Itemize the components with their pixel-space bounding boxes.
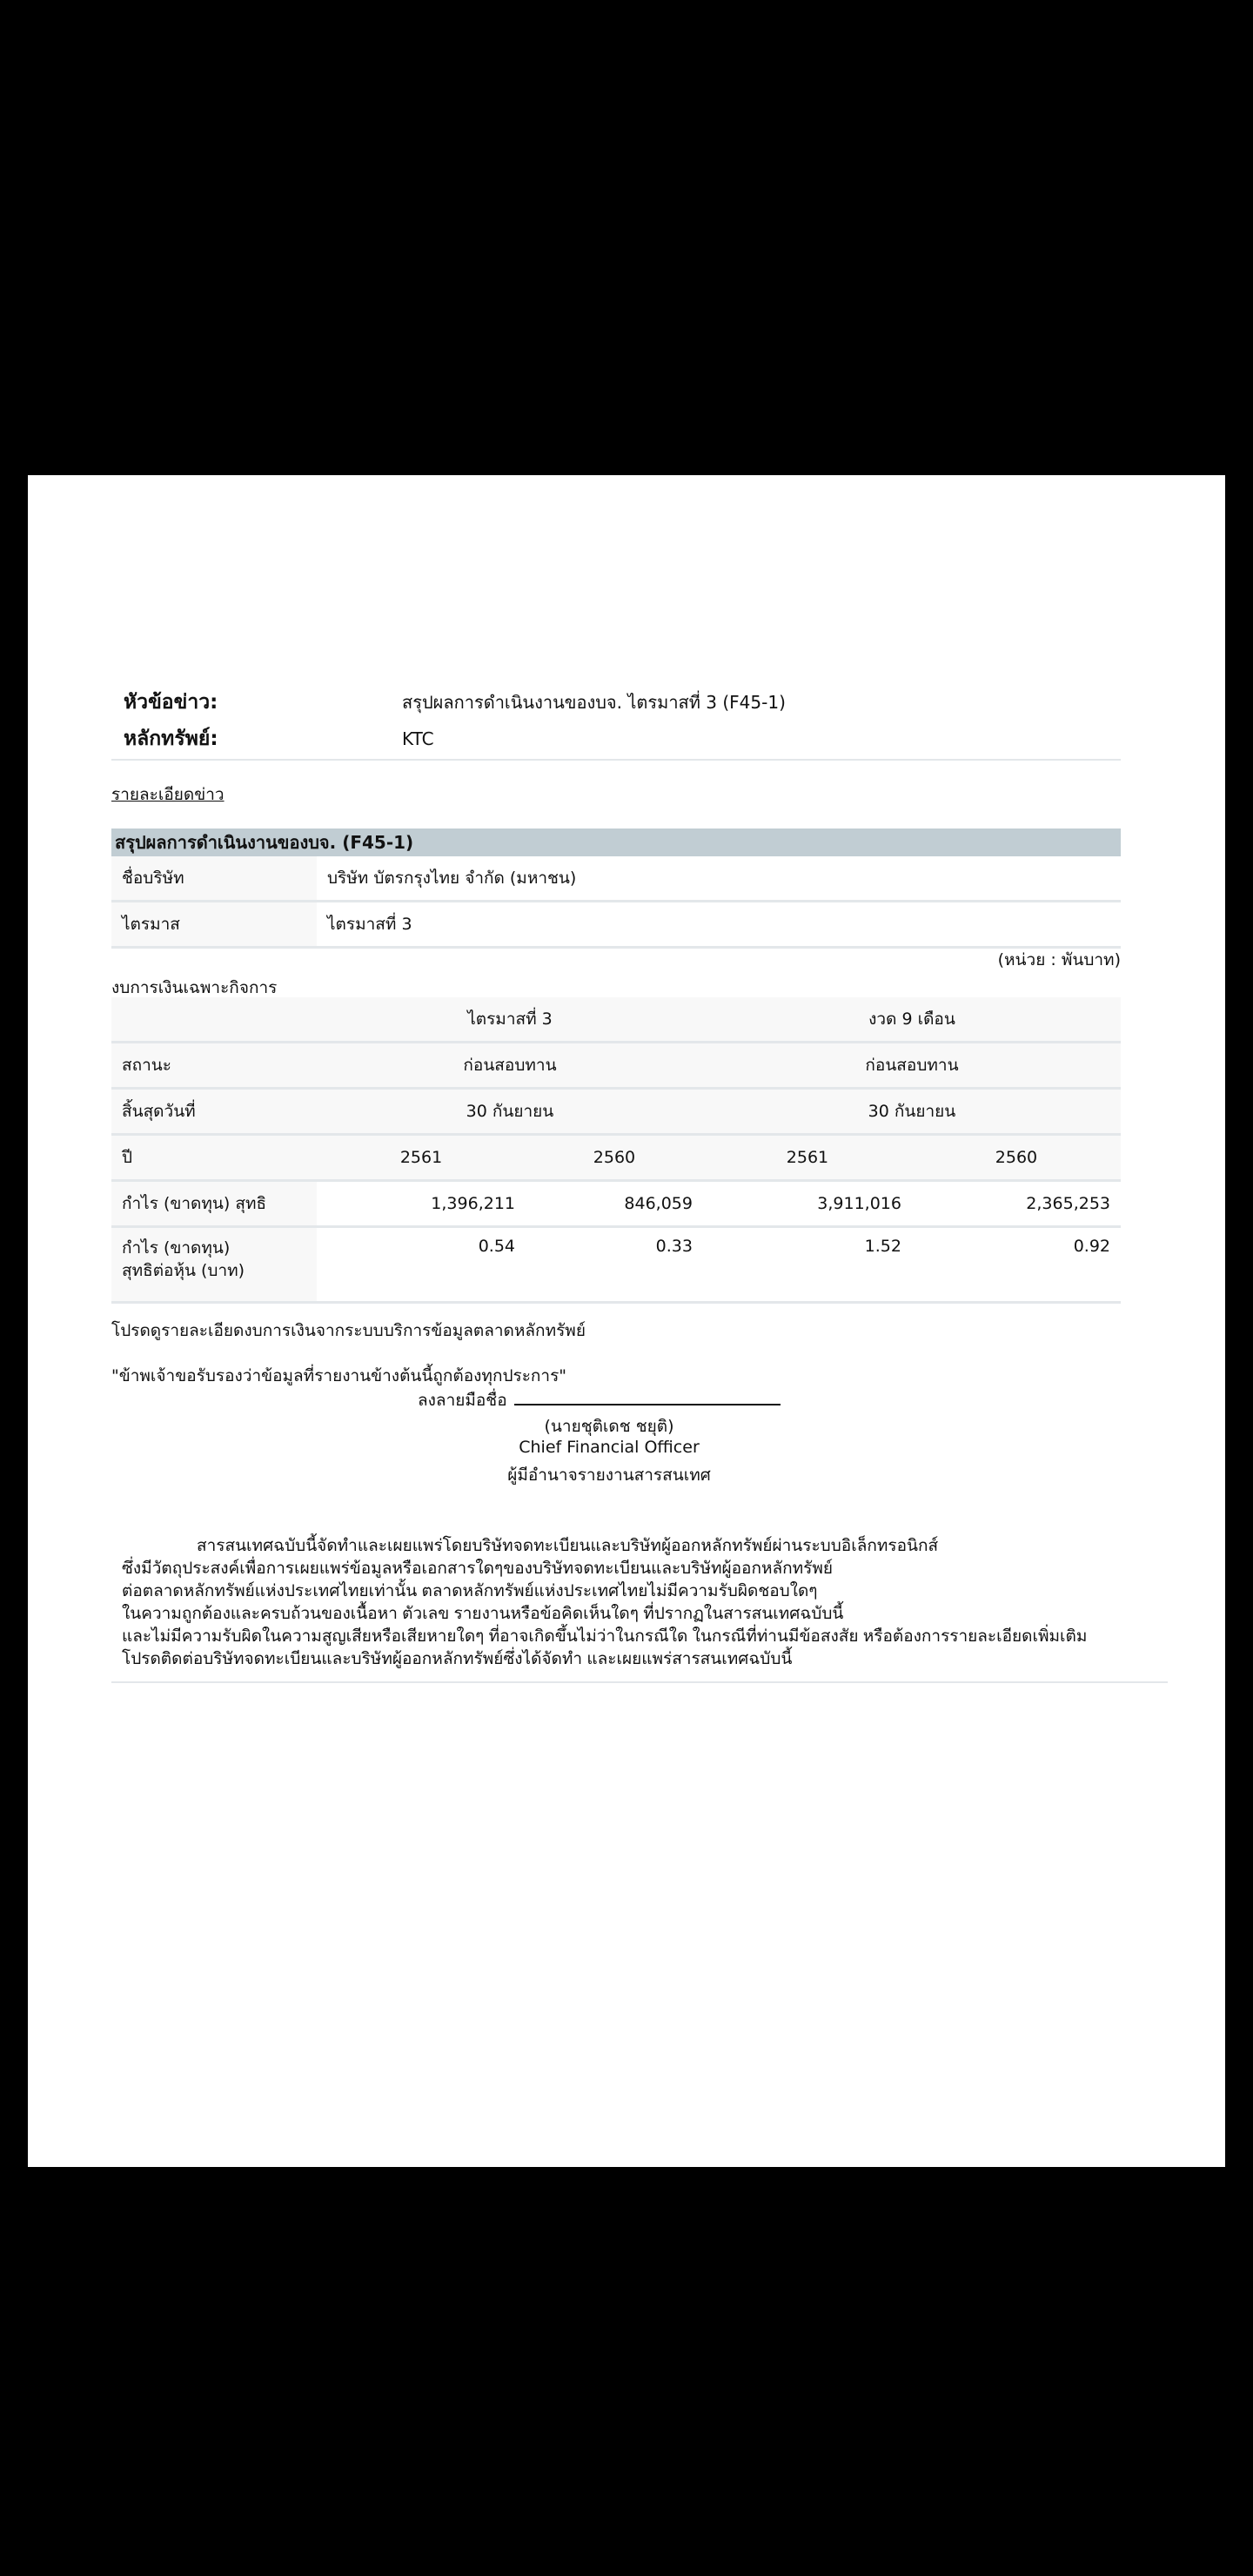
- eps-value: 0.92: [912, 1227, 1121, 1303]
- status-value: ก่อนสอบทาน: [317, 1043, 703, 1089]
- year-label: ปี: [111, 1135, 317, 1181]
- period-header-9months: งวด 9 เดือน: [703, 997, 1121, 1043]
- certification-statement: "ข้าพเจ้าขอรับรองว่าข้อมูลที่รายงานข้างต้นนี้ถูกต้องทุกประการ": [111, 1366, 567, 1385]
- signer-title: Chief Financial Officer: [519, 1438, 700, 1457]
- company-info-table: [111, 856, 1121, 949]
- end-date-row: [111, 1089, 1121, 1135]
- net-profit-value: 2,365,253: [912, 1181, 1121, 1227]
- statement-type: งบการเงินเฉพาะกิจการ: [111, 978, 278, 997]
- form-title: สรุปผลการดำเนินงานของบจ. (F45-1): [111, 828, 1121, 856]
- disclaimer: [122, 1535, 1166, 1671]
- news-detail-link[interactable]: รายละเอียดข่าว: [111, 785, 224, 804]
- see-detail-note: โปรดดูรายละเอียดงบการเงินจากระบบบริการข้อมูลตลาดหลักทรัพย์: [111, 1321, 586, 1340]
- eps-label: [111, 1227, 317, 1303]
- status-row: [111, 1043, 1121, 1089]
- eps-row: [111, 1227, 1121, 1303]
- security-label: หลักทรัพย์:: [124, 728, 218, 750]
- end-date-value: 30 กันยายน: [317, 1089, 703, 1135]
- disclaimer-line: ต่อตลาดหลักทรัพย์แห่งประเทศไทยเท่านั้น ตลาดหลักทรัพย์แห่งประเทศไทยไม่มีความรับผิดชอบใดๆ: [122, 1582, 818, 1600]
- security-value: KTC: [402, 728, 434, 749]
- eps-label-line1: กำไร (ขาดทุน): [122, 1238, 231, 1258]
- year-value: 2561: [317, 1135, 526, 1181]
- disclaimer-line: โปรดติดต่อบริษัทจดทะเบียนและบริษัทผู้ออกหลักทรัพย์ซึ่งได้จัดทำ และเผยแพร่สารสนเทศฉบับนี้: [122, 1650, 793, 1668]
- quarter-value: ไตรมาสที่ 3: [317, 902, 1121, 948]
- status-label: สถานะ: [111, 1043, 317, 1089]
- quarter-label: ไตรมาส: [111, 902, 317, 948]
- document-page: [28, 475, 1225, 2167]
- info-row-quarter: [111, 902, 1121, 948]
- headline-title-value: สรุปผลการดำเนินงานของบจ. ไตรมาสที่ 3 (F45-1): [402, 692, 786, 713]
- end-date-label: สิ้นสุดวันที่: [111, 1089, 317, 1135]
- company-name-value: บริษัท บัตรกรุงไทย จำกัด (มหาชน): [317, 856, 1121, 902]
- signature-line: [418, 1387, 781, 1413]
- eps-label-line2: สุทธิต่อหุ้น (บาท): [122, 1261, 245, 1280]
- year-value: 2561: [703, 1135, 912, 1181]
- year-row: [111, 1135, 1121, 1181]
- net-profit-row: [111, 1181, 1121, 1227]
- info-row-company: [111, 856, 1121, 902]
- signer-role: ผู้มีอำนาจรายงานสารสนเทศ: [507, 1466, 711, 1485]
- financial-table: [111, 997, 1121, 1304]
- company-name-label: ชื่อบริษัท: [111, 856, 317, 902]
- disclaimer-divider: [111, 1681, 1168, 1683]
- disclaimer-line: ซึ่งมีวัตถุประสงค์เพื่อการเผยแพร่ข้อมูลหรือเอกสารใดๆของบริษัทจดทะเบียนและบริษัทผู้ออกหลักทรัพย์: [122, 1560, 834, 1578]
- period-header-quarter: ไตรมาสที่ 3: [317, 997, 703, 1043]
- period-header-row: [111, 997, 1121, 1043]
- unit-note: (หน่วย : พันบาท): [997, 950, 1121, 969]
- eps-value: 1.52: [703, 1227, 912, 1303]
- disclaimer-line: ในความถูกต้องและครบถ้วนของเนื้อหา ตัวเลข รายงานหรือข้อคิดเห็นใดๆ ที่ปรากฏในสารสนเทศฉบับนี้: [122, 1605, 844, 1623]
- net-profit-value: 1,396,211: [317, 1181, 526, 1227]
- status-value: ก่อนสอบทาน: [703, 1043, 1121, 1089]
- disclaimer-line: สารสนเทศฉบับนี้จัดทำและเผยแพร่โดยบริษัทจดทะเบียนและบริษัทผู้ออกหลักทรัพย์ผ่านระบบอิเล็กทรอนิกส์: [197, 1537, 939, 1555]
- signer-name: (นายชุติเดช ชยุติ): [544, 1417, 674, 1436]
- headline-title-label: หัวข้อข่าว:: [124, 691, 218, 714]
- headline-section: [111, 684, 1121, 757]
- end-date-value: 30 กันยายน: [703, 1089, 1121, 1135]
- net-profit-label: กำไร (ขาดทุน) สุทธิ: [111, 1181, 317, 1227]
- year-value: 2560: [912, 1135, 1121, 1181]
- sign-label: ลงลายมือชื่อ: [418, 1391, 507, 1410]
- year-value: 2560: [526, 1135, 703, 1181]
- headline-title-row: [111, 684, 1121, 721]
- disclaimer-line: และไม่มีความรับผิดในความสูญเสียหรือเสียหายใดๆ ที่อาจเกิดขึ้นไม่ว่าในกรณีใด ในกรณีที่ท่านมีข้อสงสัย หรือต้องการรายละเอียดเพิ่มเติม: [122, 1627, 1088, 1646]
- eps-value: 0.54: [317, 1227, 526, 1303]
- signature-underline: [514, 1388, 781, 1405]
- net-profit-value: 3,911,016: [703, 1181, 912, 1227]
- headline-divider: [111, 759, 1121, 761]
- net-profit-value: 846,059: [526, 1181, 703, 1227]
- headline-security-row: [111, 721, 1121, 757]
- eps-value: 0.33: [526, 1227, 703, 1303]
